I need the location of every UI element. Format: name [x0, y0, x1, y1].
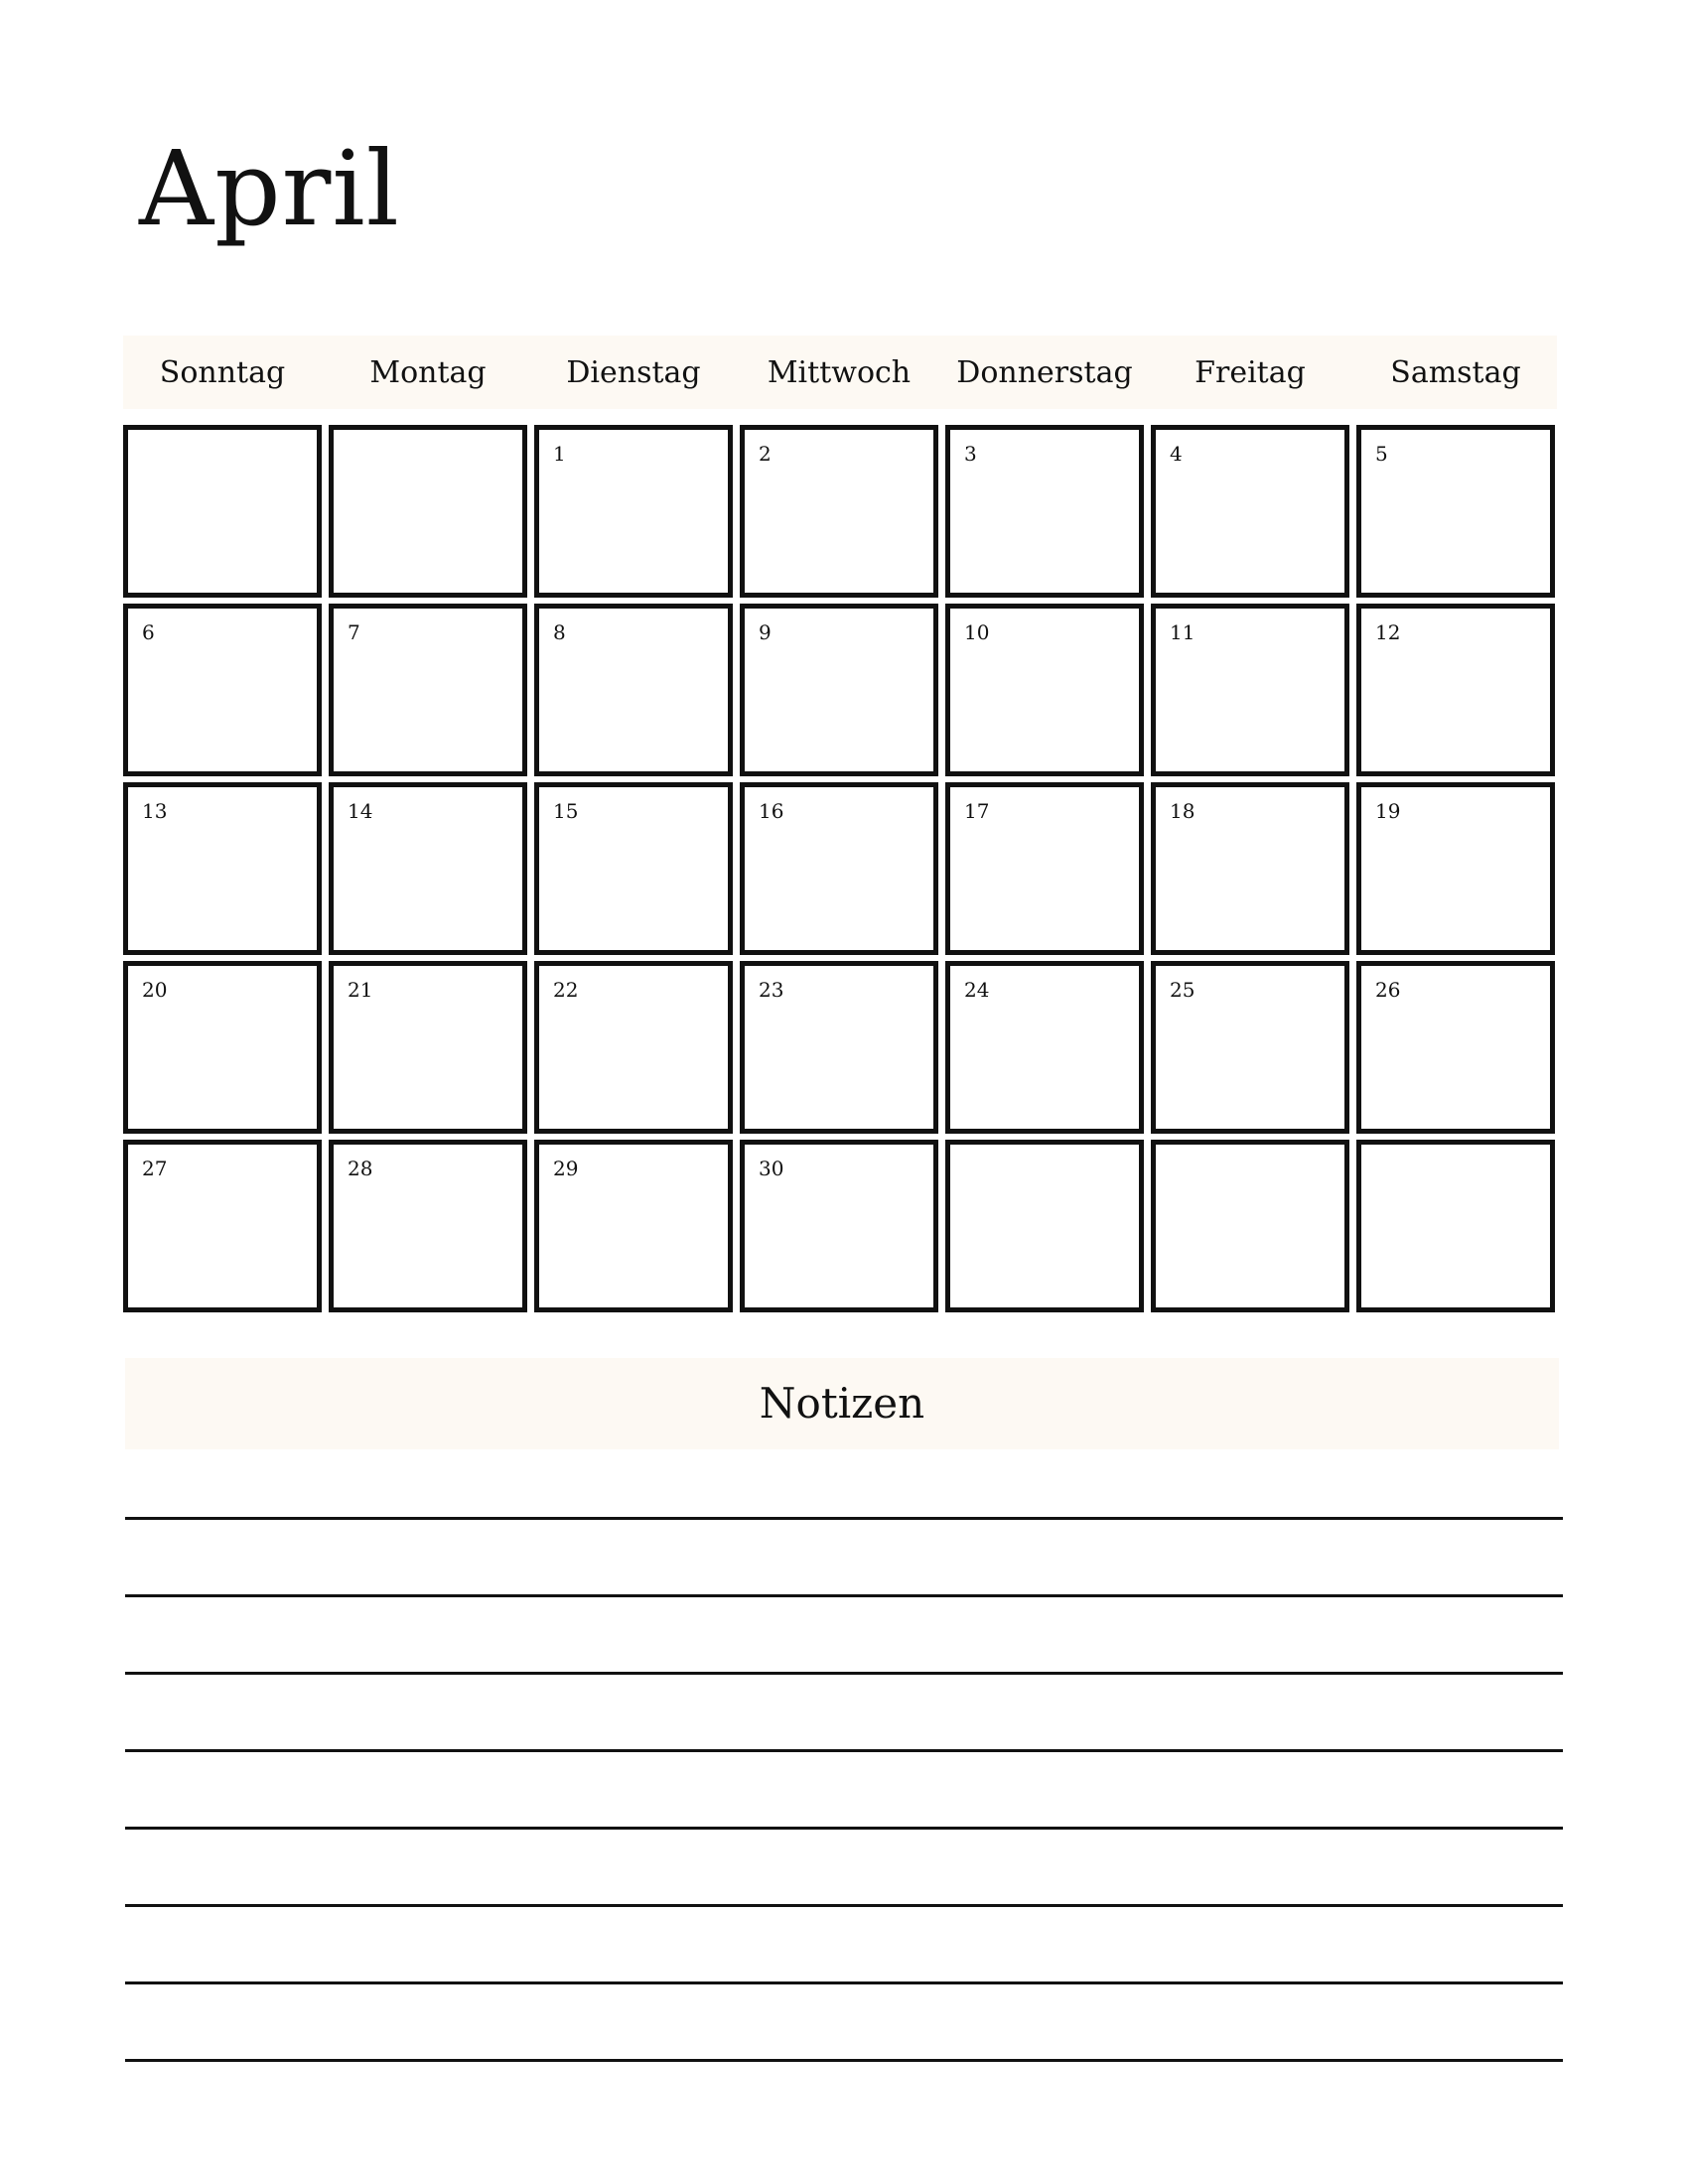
day-cell[interactable]	[945, 425, 1144, 598]
day-cell[interactable]	[740, 425, 938, 598]
day-cell[interactable]	[945, 604, 1144, 776]
day-cell[interactable]	[534, 782, 733, 955]
day-number: 9	[759, 620, 772, 644]
day-cell[interactable]	[1356, 425, 1555, 598]
day-cell[interactable]	[945, 782, 1144, 955]
day-number: 16	[759, 799, 784, 823]
weekday-label: Sonntag	[159, 355, 286, 390]
day-cell[interactable]	[329, 961, 527, 1134]
weekday-label: Samstag	[1390, 355, 1521, 390]
day-number: 26	[1375, 978, 1401, 1002]
month-title: April	[139, 128, 400, 249]
weekday-label: Donnerstag	[956, 355, 1133, 390]
day-number: 30	[759, 1157, 784, 1180]
day-number: 19	[1375, 799, 1401, 823]
note-line[interactable]	[125, 1594, 1563, 1597]
day-cell[interactable]	[534, 425, 733, 598]
day-number: 27	[142, 1157, 168, 1180]
day-cell[interactable]	[1356, 782, 1555, 955]
day-number: 23	[759, 978, 784, 1002]
day-cell[interactable]	[1356, 961, 1555, 1134]
day-cell[interactable]	[1151, 1140, 1349, 1312]
day-number: 15	[553, 799, 579, 823]
day-number: 14	[348, 799, 373, 823]
note-line[interactable]	[125, 1672, 1563, 1675]
day-number: 4	[1170, 442, 1183, 466]
weekday-label: Mittwoch	[767, 355, 912, 390]
day-number: 17	[964, 799, 990, 823]
day-number: 18	[1170, 799, 1196, 823]
weekday-label: Dienstag	[566, 355, 701, 390]
note-line[interactable]	[125, 1827, 1563, 1830]
day-cell[interactable]	[123, 425, 322, 598]
day-number: 8	[553, 620, 566, 644]
day-cell[interactable]	[123, 1140, 322, 1312]
note-line[interactable]	[125, 1517, 1563, 1520]
notes-title: Notizen	[759, 1379, 925, 1428]
weekday-label: Freitag	[1195, 355, 1306, 390]
day-number: 25	[1170, 978, 1196, 1002]
weekday-header	[123, 336, 1557, 409]
day-cell[interactable]	[123, 782, 322, 955]
day-number: 6	[142, 620, 155, 644]
day-cell[interactable]	[329, 782, 527, 955]
day-cell[interactable]	[534, 604, 733, 776]
day-cell[interactable]	[329, 604, 527, 776]
day-cell[interactable]	[329, 425, 527, 598]
day-number: 20	[142, 978, 168, 1002]
day-cell[interactable]	[945, 1140, 1144, 1312]
day-cell[interactable]	[1151, 782, 1349, 955]
note-line[interactable]	[125, 1904, 1563, 1907]
day-cell[interactable]	[740, 782, 938, 955]
day-number: 7	[348, 620, 360, 644]
day-number: 12	[1375, 620, 1401, 644]
day-number: 24	[964, 978, 990, 1002]
day-number: 1	[553, 442, 566, 466]
day-number: 21	[348, 978, 373, 1002]
day-cell[interactable]	[945, 961, 1144, 1134]
day-number: 5	[1375, 442, 1388, 466]
day-cell[interactable]	[740, 1140, 938, 1312]
note-line[interactable]	[125, 1749, 1563, 1752]
note-line[interactable]	[125, 1981, 1563, 1984]
day-cell[interactable]	[1151, 425, 1349, 598]
day-cell[interactable]	[740, 961, 938, 1134]
day-cell[interactable]	[123, 961, 322, 1134]
day-number: 11	[1170, 620, 1196, 644]
day-cell[interactable]	[1151, 604, 1349, 776]
day-number: 10	[964, 620, 990, 644]
day-number: 28	[348, 1157, 373, 1180]
note-line[interactable]	[125, 2059, 1563, 2062]
day-cell[interactable]	[1356, 604, 1555, 776]
day-cell[interactable]	[1151, 961, 1349, 1134]
day-number: 13	[142, 799, 168, 823]
day-cell[interactable]	[534, 961, 733, 1134]
notes-header	[125, 1358, 1559, 1449]
day-cell[interactable]	[1356, 1140, 1555, 1312]
day-cell[interactable]	[740, 604, 938, 776]
day-number: 22	[553, 978, 579, 1002]
day-cell[interactable]	[329, 1140, 527, 1312]
day-cell[interactable]	[123, 604, 322, 776]
calendar-grid	[123, 425, 1557, 1318]
day-number: 29	[553, 1157, 579, 1180]
day-cell[interactable]	[534, 1140, 733, 1312]
day-number: 2	[759, 442, 772, 466]
weekday-label: Montag	[369, 355, 487, 390]
day-number: 3	[964, 442, 977, 466]
